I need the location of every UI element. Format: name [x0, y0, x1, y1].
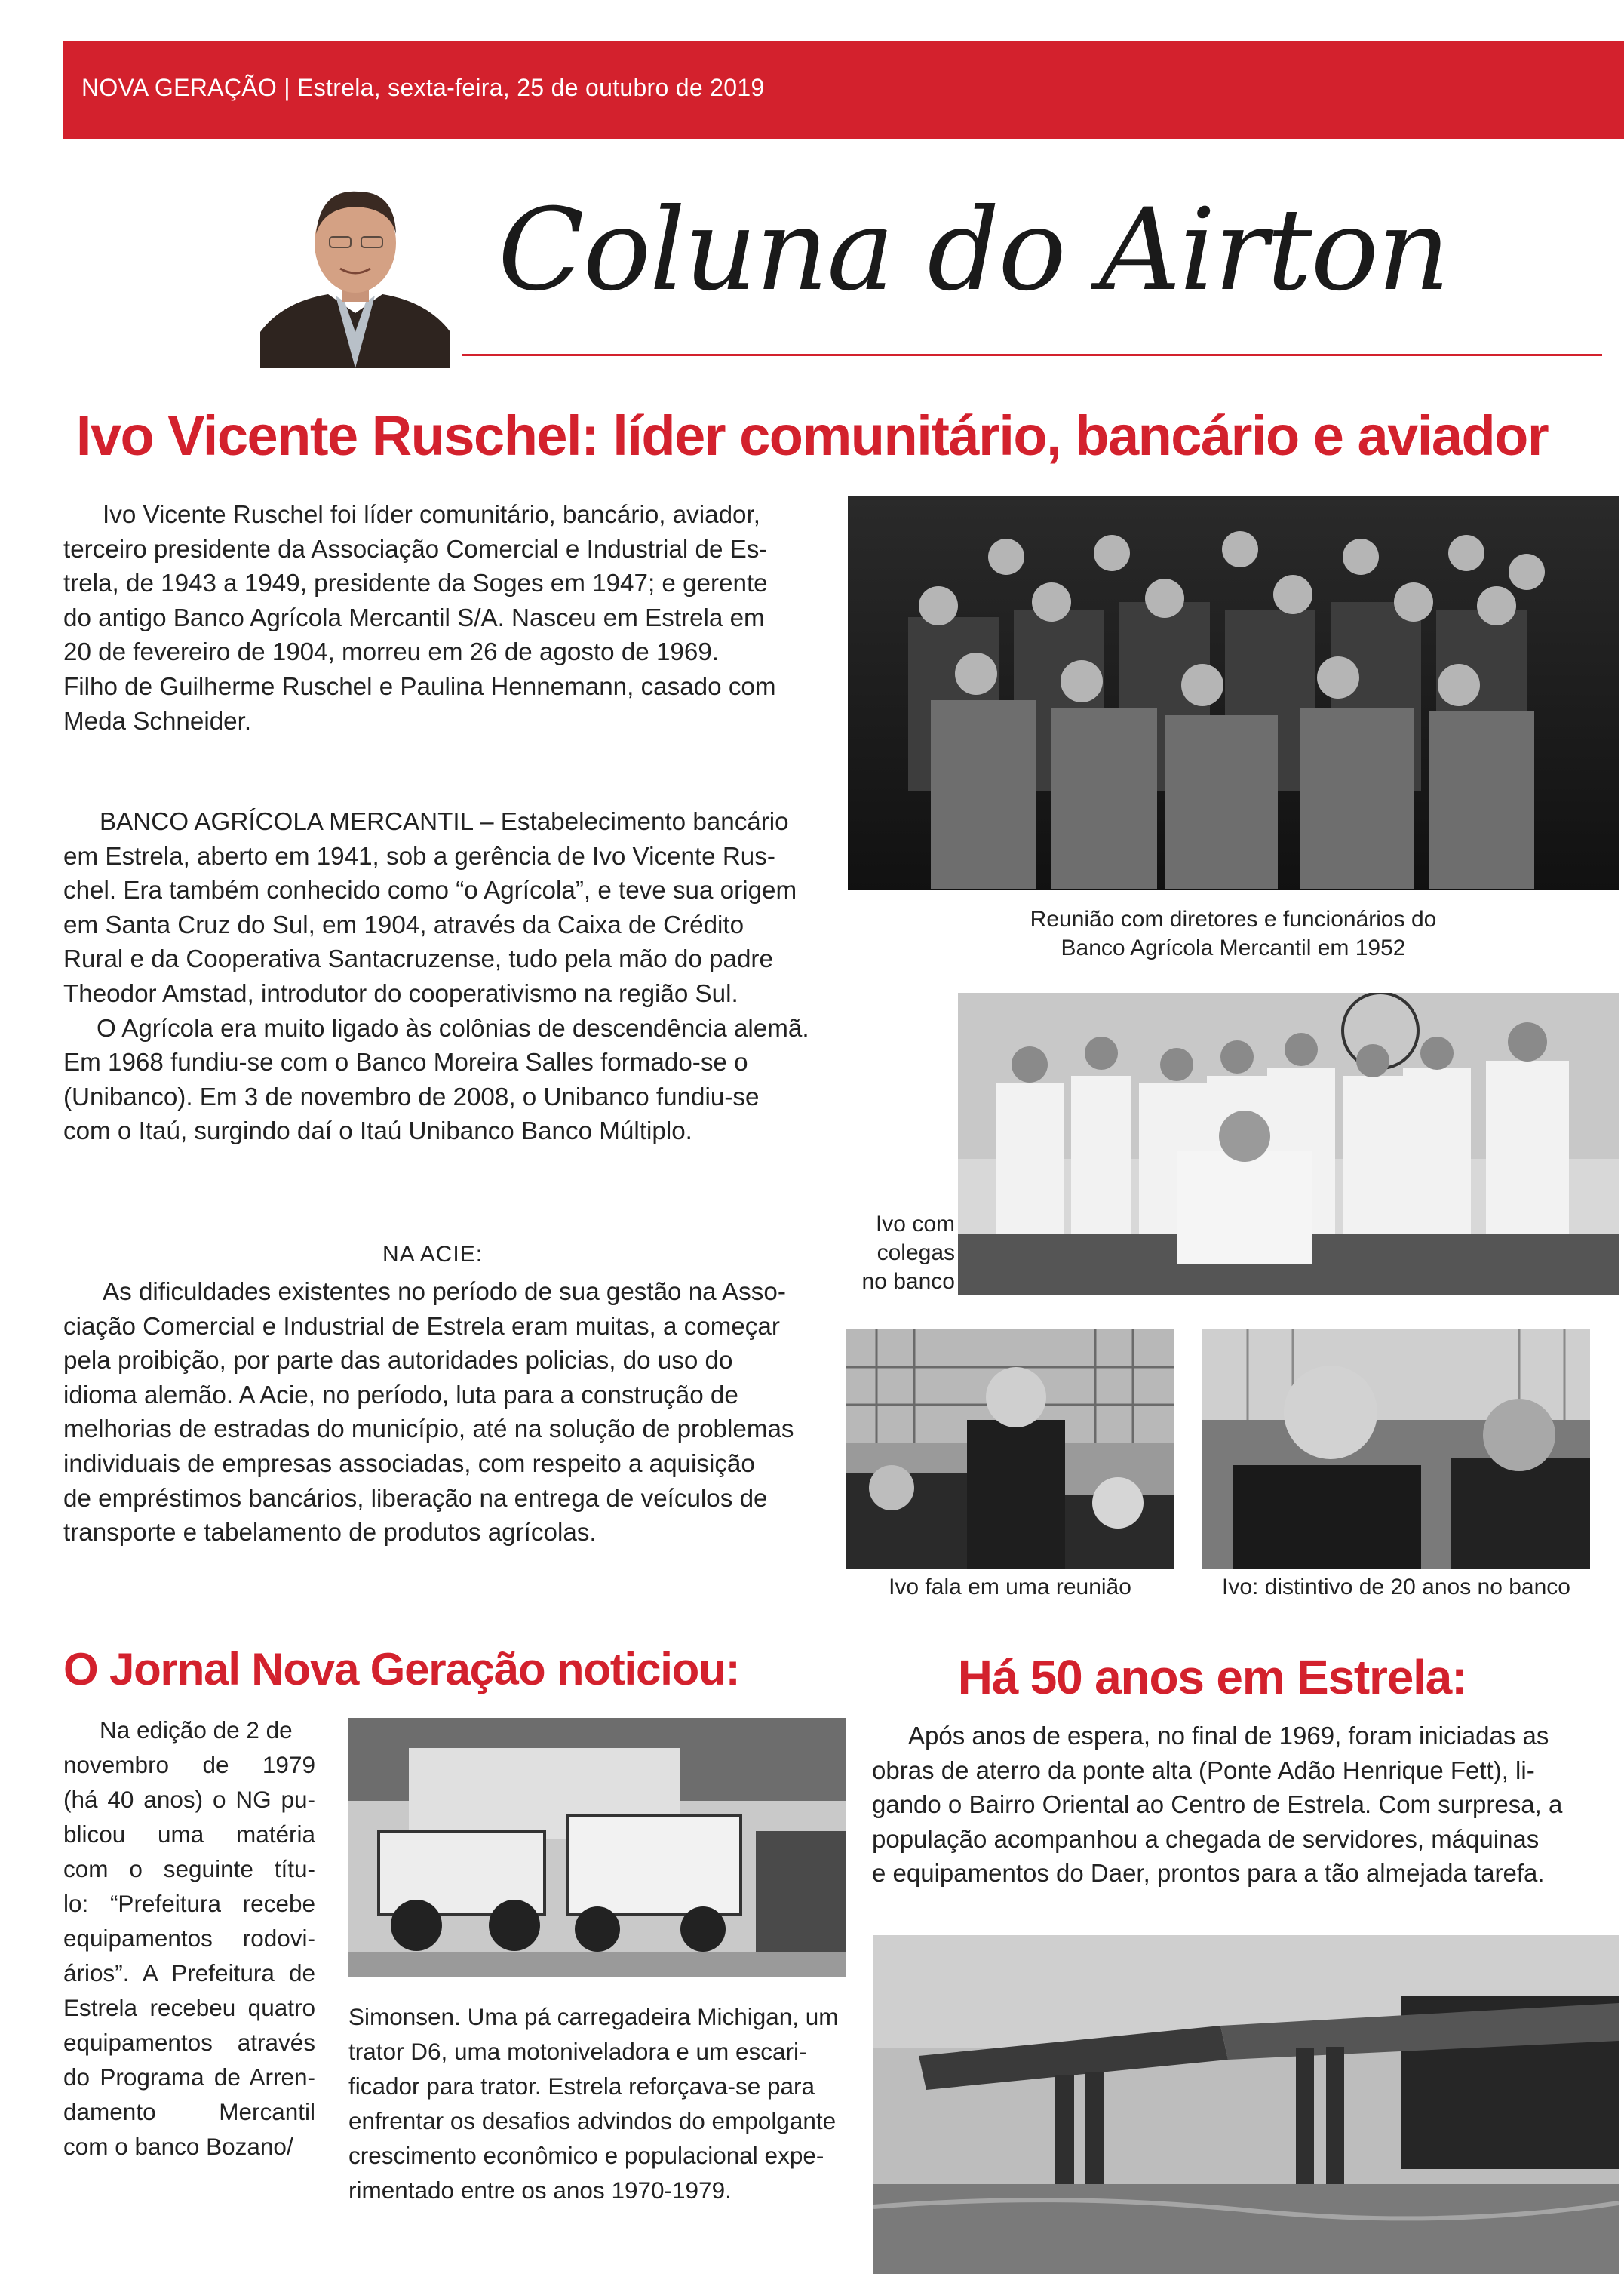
banco-line: em Santa Cruz do Sul, em 1904, através da Caixa de Crédito — [63, 911, 744, 939]
banco-line: em Estrela, aberto em 1941, sob a gerência de Ivo Vicente Rus- — [63, 842, 775, 871]
caption-line: colegas — [876, 1240, 955, 1265]
jornal-line: Na edição de 2 de — [100, 1716, 293, 1744]
jornal-right-column — [348, 1999, 846, 2208]
intro-line: terceiro presidente da Associação Comercial e Industrial de Es- — [63, 535, 768, 564]
author-portrait — [260, 181, 450, 368]
caption-colleagues — [849, 1210, 955, 1296]
caption-line: Banco Agrícola Mercantil em 1952 — [1061, 936, 1406, 960]
banco-line: O Agrícola era muito ligado às colônias de descendência alemã. — [97, 1014, 809, 1043]
header-text: NOVA GERAÇÃO | Estrela, sexta-feira, 25 de outubro de 2019 — [81, 74, 765, 101]
acie-line: As dificuldades existentes no período de sua gestão na Asso- — [103, 1278, 786, 1306]
estrela50-line: gando o Bairro Oriental ao Centro de Estrela. Com surpresa, a — [872, 1790, 1563, 1819]
intro-line: 20 de fevereiro de 1904, morreu em 26 de agosto de 1969. — [63, 638, 720, 667]
equipment-photo — [348, 1718, 846, 1977]
acie-line: pela proibição, por parte das autoridades policias, do uso do — [63, 1347, 733, 1375]
intro-line: Ivo Vicente Ruschel foi líder comunitário, bancário, aviador, — [103, 501, 760, 529]
estrela50-heading: Há 50 anos em Estrela: — [957, 1650, 1467, 1704]
jornal-line: trator D6, uma motoniveladora e um escari- — [348, 2038, 807, 2065]
column-title-rule — [462, 354, 1602, 356]
banco-paragraph — [63, 805, 818, 1149]
jornal-line: Simonsen. Uma pá carregadeira Michigan, um — [348, 2003, 839, 2030]
banco-line: com o Itaú, surgindo daí o Itaú Unibanco Banco Múltiplo. — [63, 1117, 692, 1146]
estrela50-line: e equipamentos do Daer, prontos para a tão almejada tarefa. — [872, 1859, 1545, 1888]
acie-line: individuais de empresas associadas, com respeito a aquisição — [63, 1449, 755, 1478]
intro-line: trela, de 1943 a 1949, presidente da Soges em 1947; e gerente — [63, 570, 768, 598]
jornal-line: novembro de 1979 — [63, 1751, 315, 1778]
caption-badge: Ivo: distintivo de 20 anos no banco — [1222, 1575, 1570, 1599]
banco-line: BANCO AGRÍCOLA MERCANTIL – Estabelecimento bancário — [100, 808, 789, 836]
caption-line: Ivo com — [875, 1212, 955, 1237]
acie-line: melhorias de estradas do município, até na solução de problemas — [63, 1415, 794, 1444]
jornal-line: com o seguinte títu- — [63, 1855, 315, 1882]
estrela50-line: obras de aterro da ponte alta (Ponte Adão Henrique Fett), li- — [872, 1756, 1535, 1784]
group-photo-1952 — [848, 496, 1619, 890]
caption-group-1952 — [848, 905, 1619, 963]
intro-line: Filho de Guilherme Ruschel e Paulina Hennemann, casado com — [63, 672, 776, 701]
acie-line: ciação Comercial e Industrial de Estrela eram muitas, a começar — [63, 1312, 780, 1341]
intro-line: do antigo Banco Agrícola Mercantil S/A. Nasceu em Estrela em — [63, 604, 765, 632]
jornal-line: Estrela recebeu quatro — [63, 1994, 315, 2021]
banco-line: Em 1968 fundiu-se com o Banco Moreira Salles formado-se o — [63, 1049, 748, 1077]
intro-line: Meda Schneider. — [63, 707, 252, 736]
jornal-line: do Programa de Arren- — [63, 2063, 315, 2091]
jornal-line: damento Mercantil — [63, 2098, 315, 2125]
jornal-line: crescimento econômico e populacional expe- — [348, 2142, 824, 2169]
jornal-line: blicou uma matéria — [63, 1820, 315, 1848]
jornal-line: (há 40 anos) o NG pu- — [63, 1786, 315, 1813]
estrela50-line: população acompanhou a chegada de servidores, máquinas — [872, 1824, 1540, 1853]
jornal-heading: O Jornal Nova Geração noticiou: — [63, 1644, 740, 1694]
colleagues-photo — [958, 993, 1619, 1295]
jornal-line: ficador para trator. Estrela reforçava-se para — [348, 2072, 815, 2100]
acie-line: de empréstimos bancários, liberação na entrega de veículos de — [63, 1484, 768, 1513]
column-title: Coluna do Airton — [498, 185, 1449, 316]
acie-line: transporte e tabelamento de produtos agrícolas. — [63, 1519, 597, 1547]
banco-line: (Unibanco). Em 3 de novembro de 2008, o Unibanco fundiu-se — [63, 1083, 760, 1111]
jornal-line: equipamentos através — [63, 2029, 315, 2056]
acie-line: idioma alemão. A Acie, no período, luta para a construção de — [63, 1381, 738, 1409]
jornal-left-column — [63, 1713, 315, 2164]
caption-speech: Ivo fala em uma reunião — [889, 1575, 1131, 1599]
jornal-line: ários”. A Prefeitura de — [63, 1959, 315, 1986]
jornal-line: com o banco Bozano/ — [63, 2133, 293, 2160]
jornal-line: rimentado entre os anos 1970-1979. — [348, 2177, 732, 2204]
banco-line: chel. Era também conhecido como “o Agrícola”, e teve sua origem — [63, 877, 797, 905]
speech-photo — [846, 1329, 1174, 1569]
acie-heading: NA ACIE: — [382, 1242, 484, 1267]
estrela50-line: Após anos de espera, no final de 1969, foram iniciadas as — [908, 1722, 1549, 1750]
acie-paragraph — [63, 1275, 818, 1550]
caption-line: Reunião com diretores e funcionários do — [1030, 907, 1437, 932]
jornal-line: lo: “Prefeitura recebe — [63, 1890, 315, 1917]
article-headline: Ivo Vicente Ruschel: líder comunitário, bancário e aviador — [75, 404, 1549, 467]
jornal-line: enfrentar os desafios advindos do empolgante — [348, 2107, 837, 2134]
intro-paragraph — [63, 498, 818, 739]
banco-line: Theodor Amstad, introdutor do cooperativismo na região Sul. — [63, 979, 738, 1008]
jornal-line: equipamentos rodovi- — [63, 1925, 315, 1952]
estrela50-paragraph — [872, 1719, 1619, 1891]
badge-photo — [1202, 1329, 1590, 1569]
banco-line: Rural e da Cooperativa Santacruzense, tudo pela mão do padre — [63, 945, 773, 974]
bridge-photo — [873, 1935, 1619, 2274]
caption-line: no banco — [861, 1269, 955, 1294]
